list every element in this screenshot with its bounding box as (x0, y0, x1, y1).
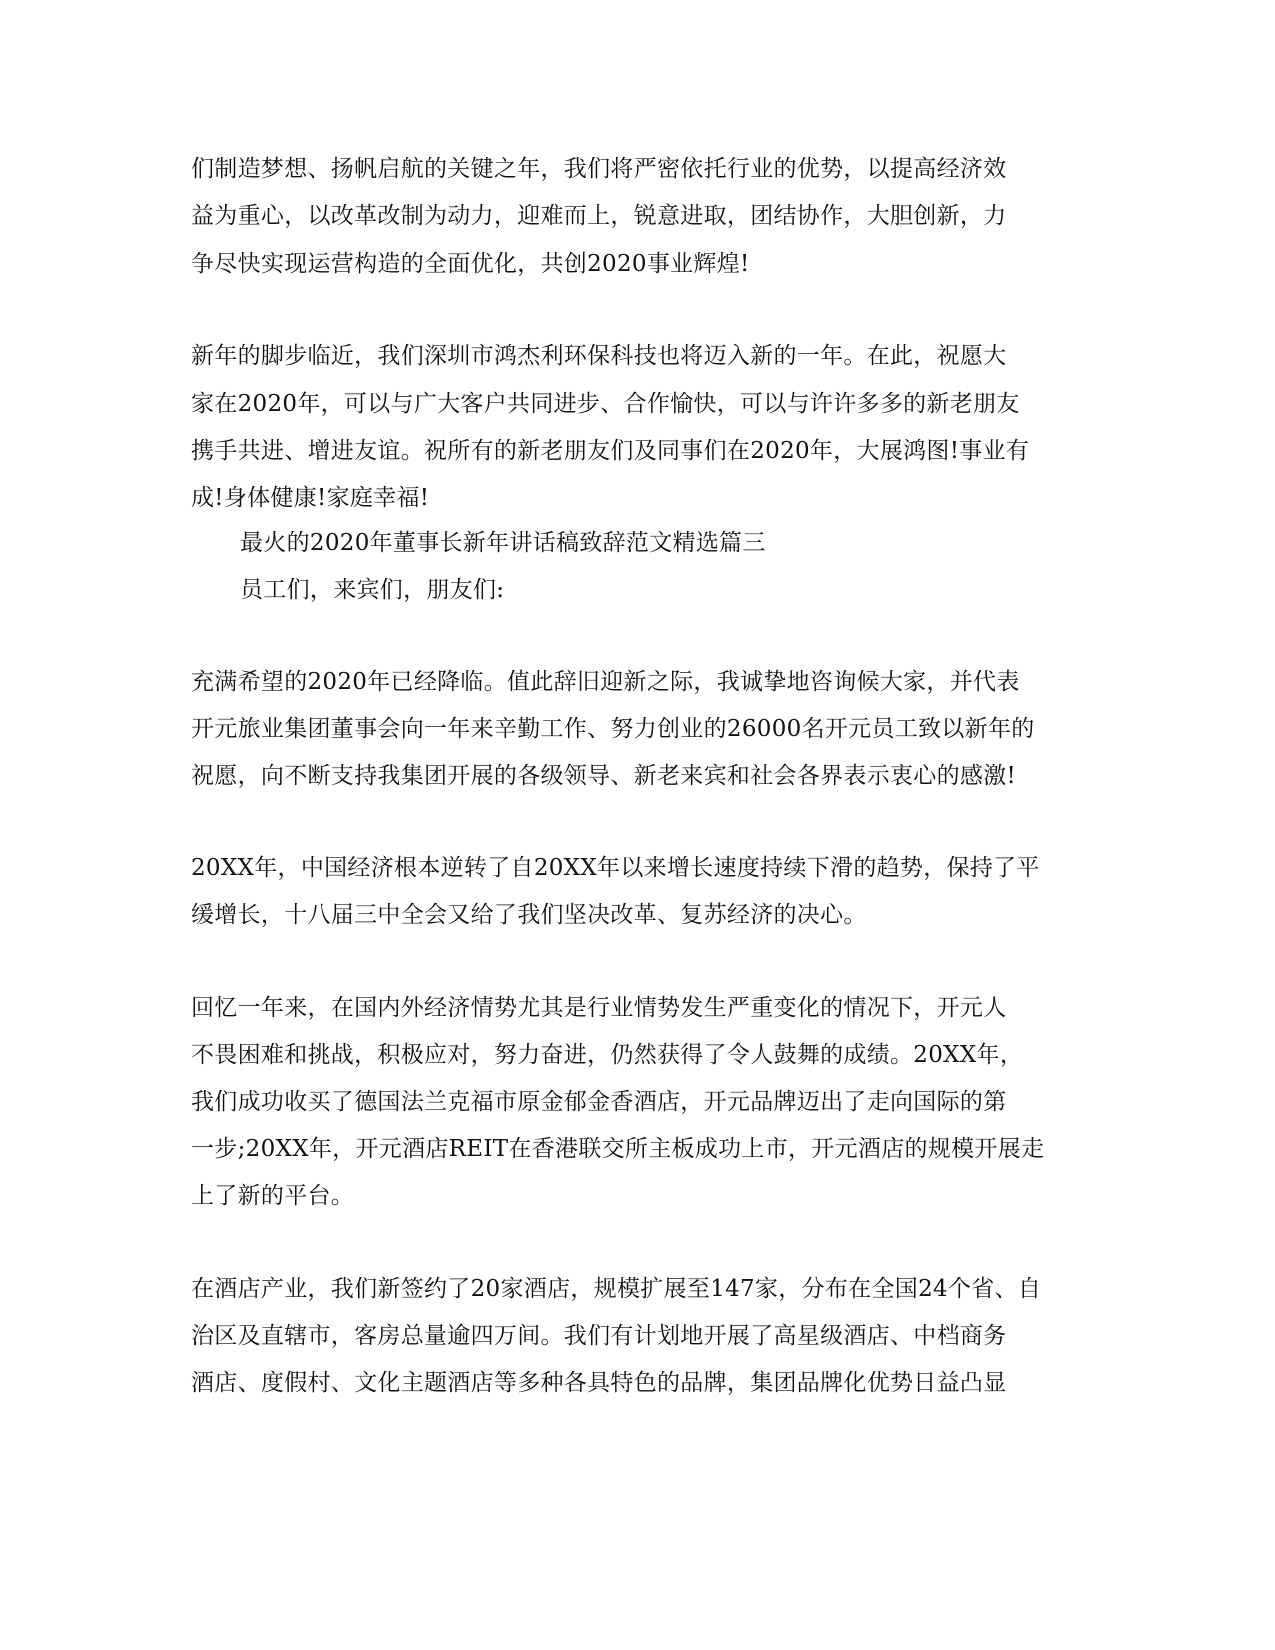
text-line: 充满希望的2020年已经降临。值此辞旧迎新之际，我诚挚地咨询候大家，并代表 (191, 669, 1020, 695)
text-line: 益为重心，以改革改制为动力，迎难而上，锐意进取，团结协作，大胆创新，力 (191, 203, 1007, 229)
text-line: 上了新的平台。 (191, 1183, 355, 1209)
text-line: 回忆一年来，在国内外经济情势尤其是行业情势发生严重变化的情况下，开元人 (191, 995, 1007, 1021)
text-line: 家在2020年，可以与广大客户共同进步、合作愉快，可以与许许多多的新老朋友 (191, 391, 1020, 417)
text-line: 成!身体健康!家庭幸福! (191, 485, 430, 511)
text-line: 争尽快实现运营构造的全面优化，共创2020事业辉煌! (191, 251, 750, 277)
text-line: 新年的脚步临近，我们深圳市鸿杰利环保科技也将迈入新的一年。在此，祝愿大 (191, 343, 1007, 369)
text-line: 酒店、度假村、文化主题酒店等多种各具特色的品牌，集团品牌化优势日益凸显 (191, 1370, 1007, 1396)
text-line: 在酒店产业，我们新签约了20家酒店，规模扩展至147家，分布在全国24个省、自 (191, 1276, 1042, 1302)
text-line: 我们成功收买了德国法兰克福市原金郁金香酒店，开元品牌迈出了走向国际的第 (191, 1089, 1007, 1115)
text-line: 祝愿，向不断支持我集团开展的各级领导、新老来宾和社会各界表示衷心的感激! (191, 763, 1017, 789)
text-line: 20XX年，中国经济根本逆转了自20XX年以来增长速度持续下滑的趋势，保持了平 (191, 855, 1040, 881)
section-heading: 最火的2020年董事长新年讲话稿致辞范文精选篇三 (240, 530, 766, 556)
text-line: 治区及直辖市，客房总量逾四万间。我们有计划地开展了高星级酒店、中档商务 (191, 1323, 1007, 1349)
text-line: 携手共进、增进友谊。祝所有的新老朋友们及同事们在2020年，大展鸿图!事业有 (191, 438, 1030, 464)
salutation: 员工们，来宾们，朋友们: (240, 577, 505, 603)
text-line: 不畏困难和挑战，积极应对，努力奋进，仍然获得了令人鼓舞的成绩。20XX年， (191, 1042, 1024, 1068)
text-line: 们制造梦想、扬帆启航的关键之年，我们将严密依托行业的优势，以提高经济效 (191, 156, 1007, 182)
text-line: 一步;20XX年，开元酒店REIT在香港联交所主板成功上市，开元酒店的规模开展走 (191, 1136, 1045, 1162)
text-line: 开元旅业集团董事会向一年来辛勤工作、努力创业的26000名开元员工致以新年的 (191, 716, 1035, 742)
text-line: 缓增长，十八届三中全会又给了我们坚决改革、复苏经济的决心。 (191, 902, 867, 928)
